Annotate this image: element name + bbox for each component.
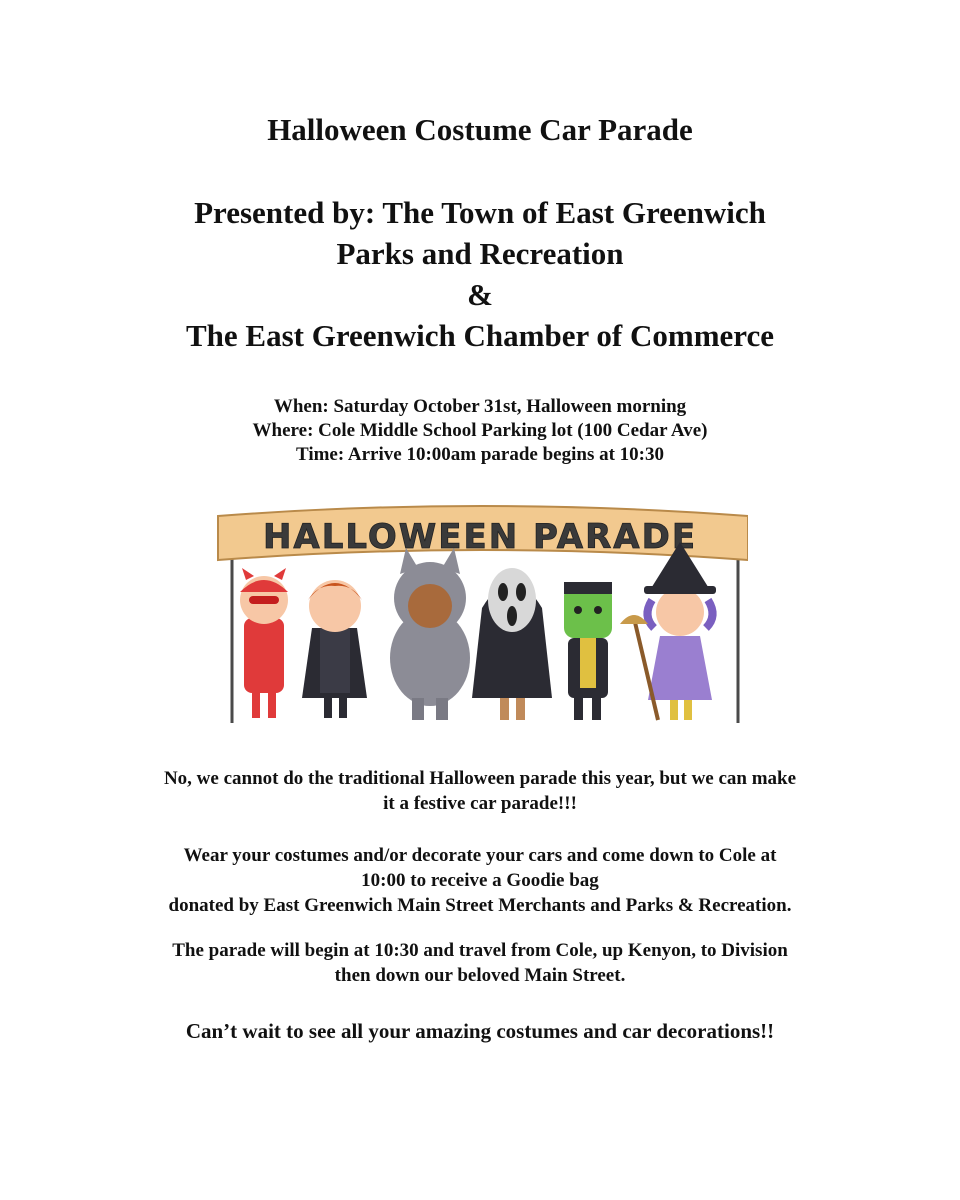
witch-costume-kid [620,542,716,720]
where-line: Where: Cole Middle School Parking lot (100 Cedar Ave) [252,420,708,441]
paragraph-line: 10:00 to receive a Goodie bag [361,870,599,891]
presented-by-line: Presented by: The Town of East Greenwich [194,195,766,230]
frankenstein-costume-kid [564,582,612,720]
ghostface-costume-kid [472,568,552,720]
chamber-line: The East Greenwich Chamber of Commerce [185,318,775,353]
vampire-costume-kid [302,580,367,718]
paragraph-parade-route [0,938,960,988]
devil-costume-kid [240,568,288,718]
flyer-title: Halloween Costume Car Parade [267,112,693,147]
paragraph-line: The parade will begin at 10:30 and travel from Cole, up Kenyon, to Division [172,940,788,961]
paragraph-line: No, we cannot do the traditional Halloween parade this year, but we can make [163,768,797,789]
werewolf-costume-kid [390,548,470,720]
ampersand-line: & [467,277,493,312]
paragraph-line: then down our beloved Main Street. [334,965,626,986]
paragraph-costumes-goodie-bag [0,843,960,918]
paragraph-line: donated by East Greenwich Main Street Merchants and Parks & Recreation. [168,895,792,916]
presenters-block [0,192,960,356]
event-details [0,395,960,467]
when-line: When: Saturday October 31st, Halloween morning [273,396,687,417]
paragraph-line: it a festive car parade!!! [383,793,577,814]
closing-line: Can’t wait to see all your amazing costumes and car decorations!! [185,1019,775,1043]
paragraph-car-parade [0,766,960,816]
parks-rec-line: Parks and Recreation [336,236,624,271]
banner-text: HALLOWEEN PARADE [262,517,698,557]
paragraph-closing [0,1019,960,1044]
paragraph-line: Wear your costumes and/or decorate your cars and come down to Cole at [183,845,777,866]
halloween-parade-illustration [212,488,748,728]
time-line: Time: Arrive 10:00am parade begins at 10:30 [296,444,664,465]
